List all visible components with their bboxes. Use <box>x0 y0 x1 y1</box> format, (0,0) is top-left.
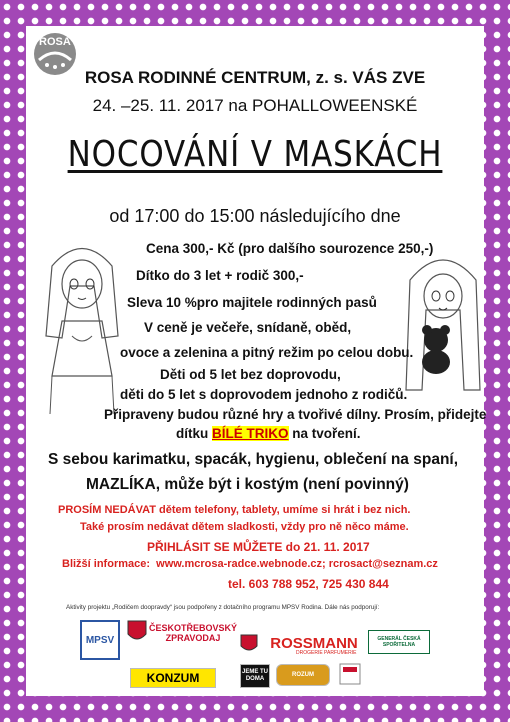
info-discount: Sleva 10 %pro majitele rodinných pasů <box>127 295 377 310</box>
info-price: Cena 300,- Kč (pro dalšího sourozence 250,-) <box>146 241 434 256</box>
notice-no-devices: PROSÍM NEDÁVAT dětem telefony, tablety, umíme si hrát i bez nich. <box>58 504 411 516</box>
event-title: NOCOVÁNÍ V MASKÁCH <box>67 134 443 175</box>
tshirt-text-after: na tvoření. <box>288 426 361 441</box>
info-fruit: ovoce a zelenina a pitný režim po celou dobu. <box>120 345 414 360</box>
info-meals: V ceně je večeře, snídaně, oběd, <box>144 320 352 335</box>
date-line: 24. –25. 11. 2017 na POHALLOWEENSKÉ <box>92 96 418 115</box>
bring-line-1: S sebou karimatku, spacák, hygienu, oblečení na spaní, <box>48 451 459 468</box>
host-line: ROSA RODINNÉ CENTRUM, z. s. VÁS ZVE <box>84 68 426 87</box>
phone-numbers: tel. 603 788 952, 725 430 844 <box>228 577 389 591</box>
girl-with-teddy-illustration-right <box>400 240 486 410</box>
rosa-logo-text: ROSA <box>39 36 71 48</box>
info-toddler: Dítko do 3 let + rodič 300,- <box>136 268 304 283</box>
partner-logo: ROZUM <box>276 664 330 686</box>
more-info-label: Bližší informace: <box>62 558 151 570</box>
bring-line-2: MAZLÍKA, může být i kostým (není povinný) <box>86 476 409 493</box>
tshirt-highlight: BÍLÉ TRIKO <box>212 426 289 441</box>
notice-no-sweets: Také prosím nedávat dětem sladkosti, vždy pro ně něco máme. <box>80 521 409 533</box>
konzum-logo: KONZUM <box>130 668 216 688</box>
rossmann-subtitle: DROGERIE PARFUMERIE <box>296 650 357 656</box>
bank-logo: GENERÁL ČESKÁ SPOŘITELNA <box>368 630 430 654</box>
notice-register: PŘIHLÁSIT SE MŮŽETE do 21. 11. 2017 <box>147 540 370 554</box>
city-emblem-icon <box>240 634 258 654</box>
mpsv-logo: MPSV <box>80 620 120 660</box>
event-hours: od 17:00 do 15:00 následujícího dne <box>109 206 401 226</box>
more-info <box>62 558 438 570</box>
rossmann-logo: ROSSMANN <box>270 634 358 652</box>
info-tshirt <box>176 426 361 441</box>
coat-of-arms-icon <box>127 620 147 644</box>
info-under-5: děti do 5 let s doprovodem jednoho z rodičů. <box>120 387 408 402</box>
girl-illustration-left <box>32 226 132 416</box>
jeme-tu-doma-logo: JEME TU DOMA <box>240 664 270 688</box>
tshirt-text-before: dítku <box>176 426 212 441</box>
zpravodaj-logo: ČESKOTŘEBOVSKÝ ZPRAVODAJ <box>149 623 238 643</box>
more-info-contacts[interactable]: www.mcrosa-radce.webnode.cz; rcrosact@seznam.cz <box>156 558 438 570</box>
sponsor-caption: Aktivity projektu „Rodičem doopravdy“ jsou podpořeny z dotačního programu MPSV Rodina. Dále nás podporují: <box>66 604 380 611</box>
info-age-5-plus: Děti od 5 let bez doprovodu, <box>160 367 341 382</box>
shield-logo-icon <box>338 662 362 686</box>
info-activities: Připraveny budou různé hry a tvořivé dílny. Prosím, přidejte <box>104 407 487 422</box>
